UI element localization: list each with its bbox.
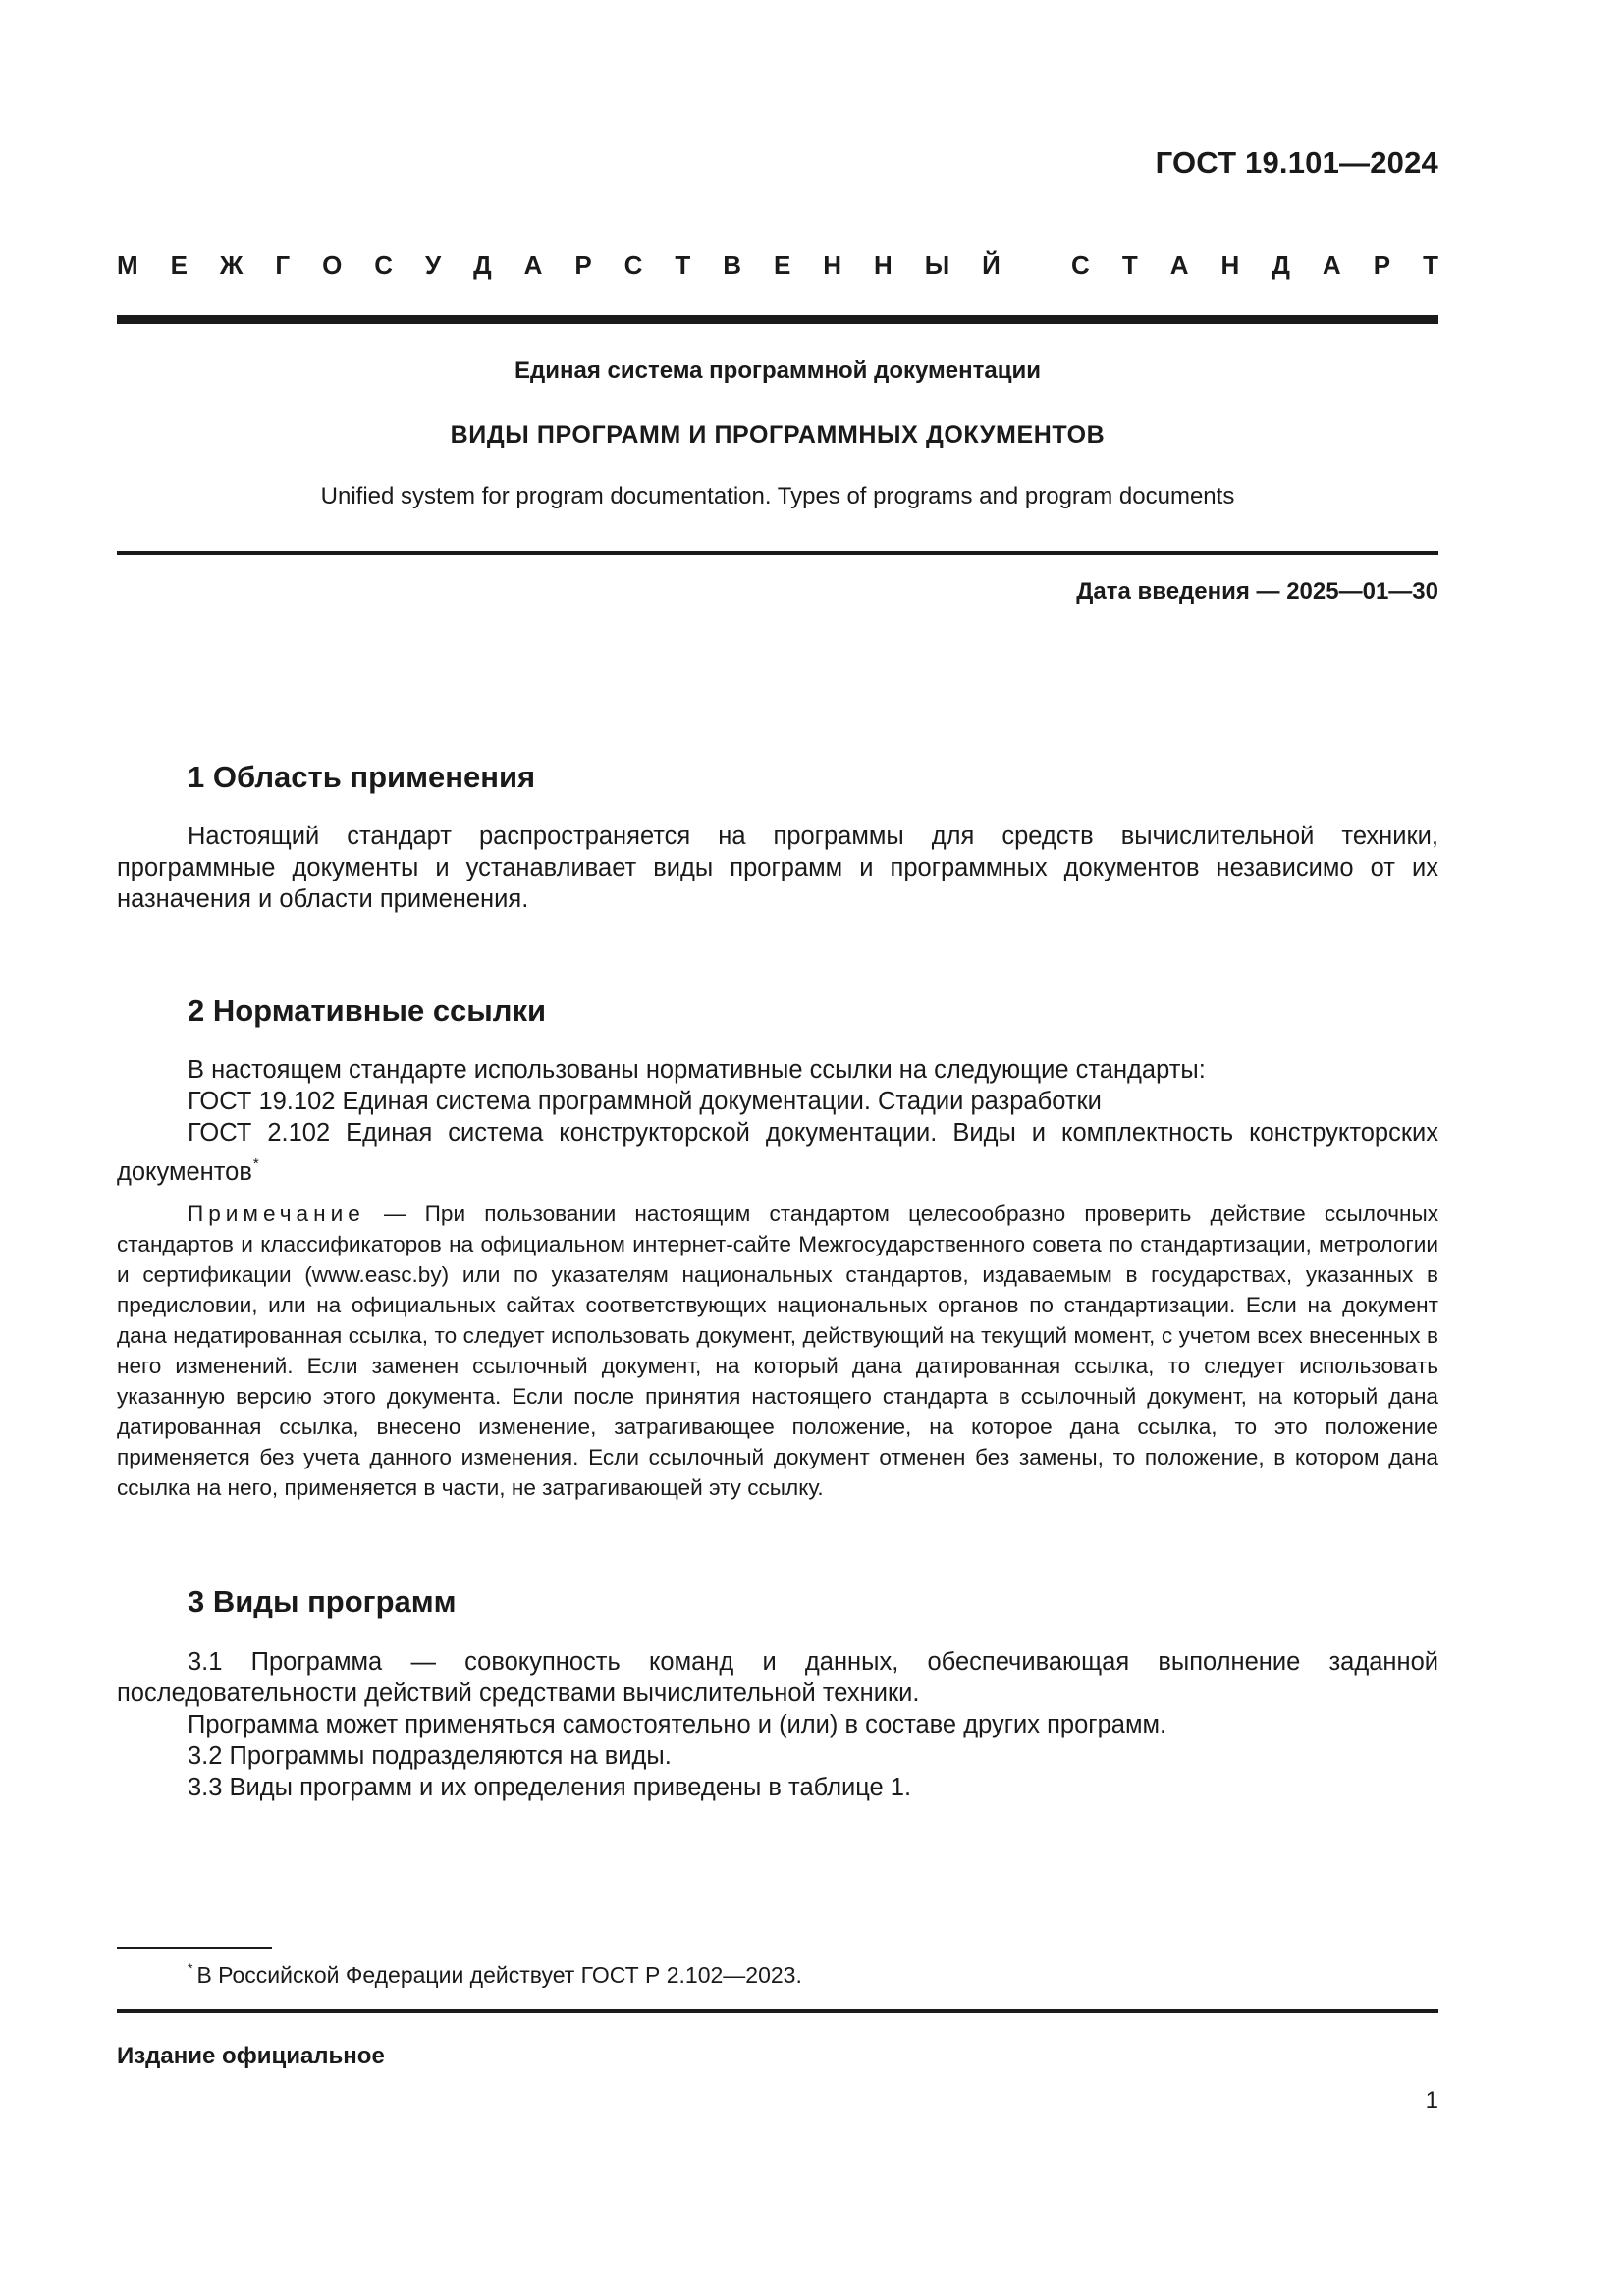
footnote-mark: *	[252, 1155, 259, 1172]
section-3-2-text: 3.2 Программы подразделяются на виды.	[188, 1742, 672, 1770]
section-2-intro: В настоящем стандарте использованы нормативные ссылки на следующие стандарты:	[188, 1056, 1206, 1084]
section-3-1-text: 3.1 Программа — совокупность команд и данных, обеспечивающая выполнение заданной последовательности действий средствами вычислительной техники.	[117, 1648, 1438, 1707]
reference-gost-2-102: ГОСТ 2.102 Единая система конструкторской документации. Виды и комплектность конструкторских документов*	[117, 1119, 1438, 1186]
footnote-rule	[117, 1947, 272, 1949]
section-3-program-usage: Программа может применяться самостоятельно и (или) в составе других программ.	[188, 1711, 1167, 1738]
section-2-heading: 2 Нормативные ссылки	[188, 993, 547, 1028]
note-text: — При пользовании настоящим стандартом целесообразно проверить действие ссылочных стандартов и классификаторов на официальном интернет-сайте Межгосударственного совета по стандартизации, метрологии и сертификации (www.easc.by) или по указателям национальных стандартов, издаваемым в государствах, указанных в предисловии, или на официальных сайтах соответствующих национальных органов по стандартизации. Если на документ дана недатированная ссылка, то следует использовать документ, действующий на текущий момент, с учетом всех внесенных в него изменений. Если заменен ссылочный документ, на который дана датированная ссылка, то следует использовать указанную версию этого документа. Если после принятия настоящего стандарта в ссылочный документ, на который дана датированная ссылка, внесено изменение, затрагивающее положение, на которое дана ссылка, то это положение применяется без учета данного изменения. Если ссылочный документ отменен без замены, то положение, в котором дана ссылка на него, применяется в части, не затрагивающей эту ссылку.	[117, 1201, 1438, 1500]
document-title-english: Unified system for program documentation. Types of programs and program documents	[320, 483, 1235, 509]
section-3-heading: 3 Виды программ	[188, 1584, 457, 1619]
title-rule	[117, 551, 1438, 555]
document-title: ВИДЫ ПРОГРАММ И ПРОГРАММНЫХ ДОКУМЕНТОВ	[450, 421, 1106, 449]
section-3-3-text: 3.3 Виды программ и их определения приведены в таблице 1.	[188, 1774, 912, 1801]
interstate-standard-banner	[117, 250, 1438, 281]
document-page	[117, 0, 1438, 2296]
footnote	[188, 1953, 802, 1990]
page-number: 1	[1425, 2087, 1438, 2113]
standard-word: С Т А Н Д А Р Т	[1071, 250, 1438, 280]
footnote-text: В Российской Федерации действует ГОСТ Р 2.102—2023.	[196, 1962, 802, 1988]
system-title: Единая система программной документации	[514, 357, 1041, 384]
note-block	[117, 1199, 1438, 1503]
footer-rule	[117, 2009, 1438, 2013]
reference-gost-19-102: ГОСТ 19.102 Единая система программной документации. Стадии разработки	[188, 1088, 1102, 1115]
note-label: Примечание	[188, 1201, 365, 1226]
introduction-date: Дата введения — 2025—01—30	[1076, 578, 1438, 605]
interstate-word: М Е Ж Г О С У Д А Р С Т В Е Н Н Ы Й	[117, 250, 1001, 280]
footnote-mark: *	[188, 1960, 193, 1976]
header-rule	[117, 315, 1438, 324]
edition-label: Издание официальное	[117, 2043, 385, 2069]
document-code: ГОСТ 19.101—2024	[1155, 145, 1438, 180]
section-1-text: Настоящий стандарт распространяется на программы для средств вычислительной техники, программные документы и устанавливает виды программ и программных документов независимо от их назначения и области применения.	[117, 823, 1438, 913]
section-1-heading: 1 Область применения	[188, 760, 536, 794]
